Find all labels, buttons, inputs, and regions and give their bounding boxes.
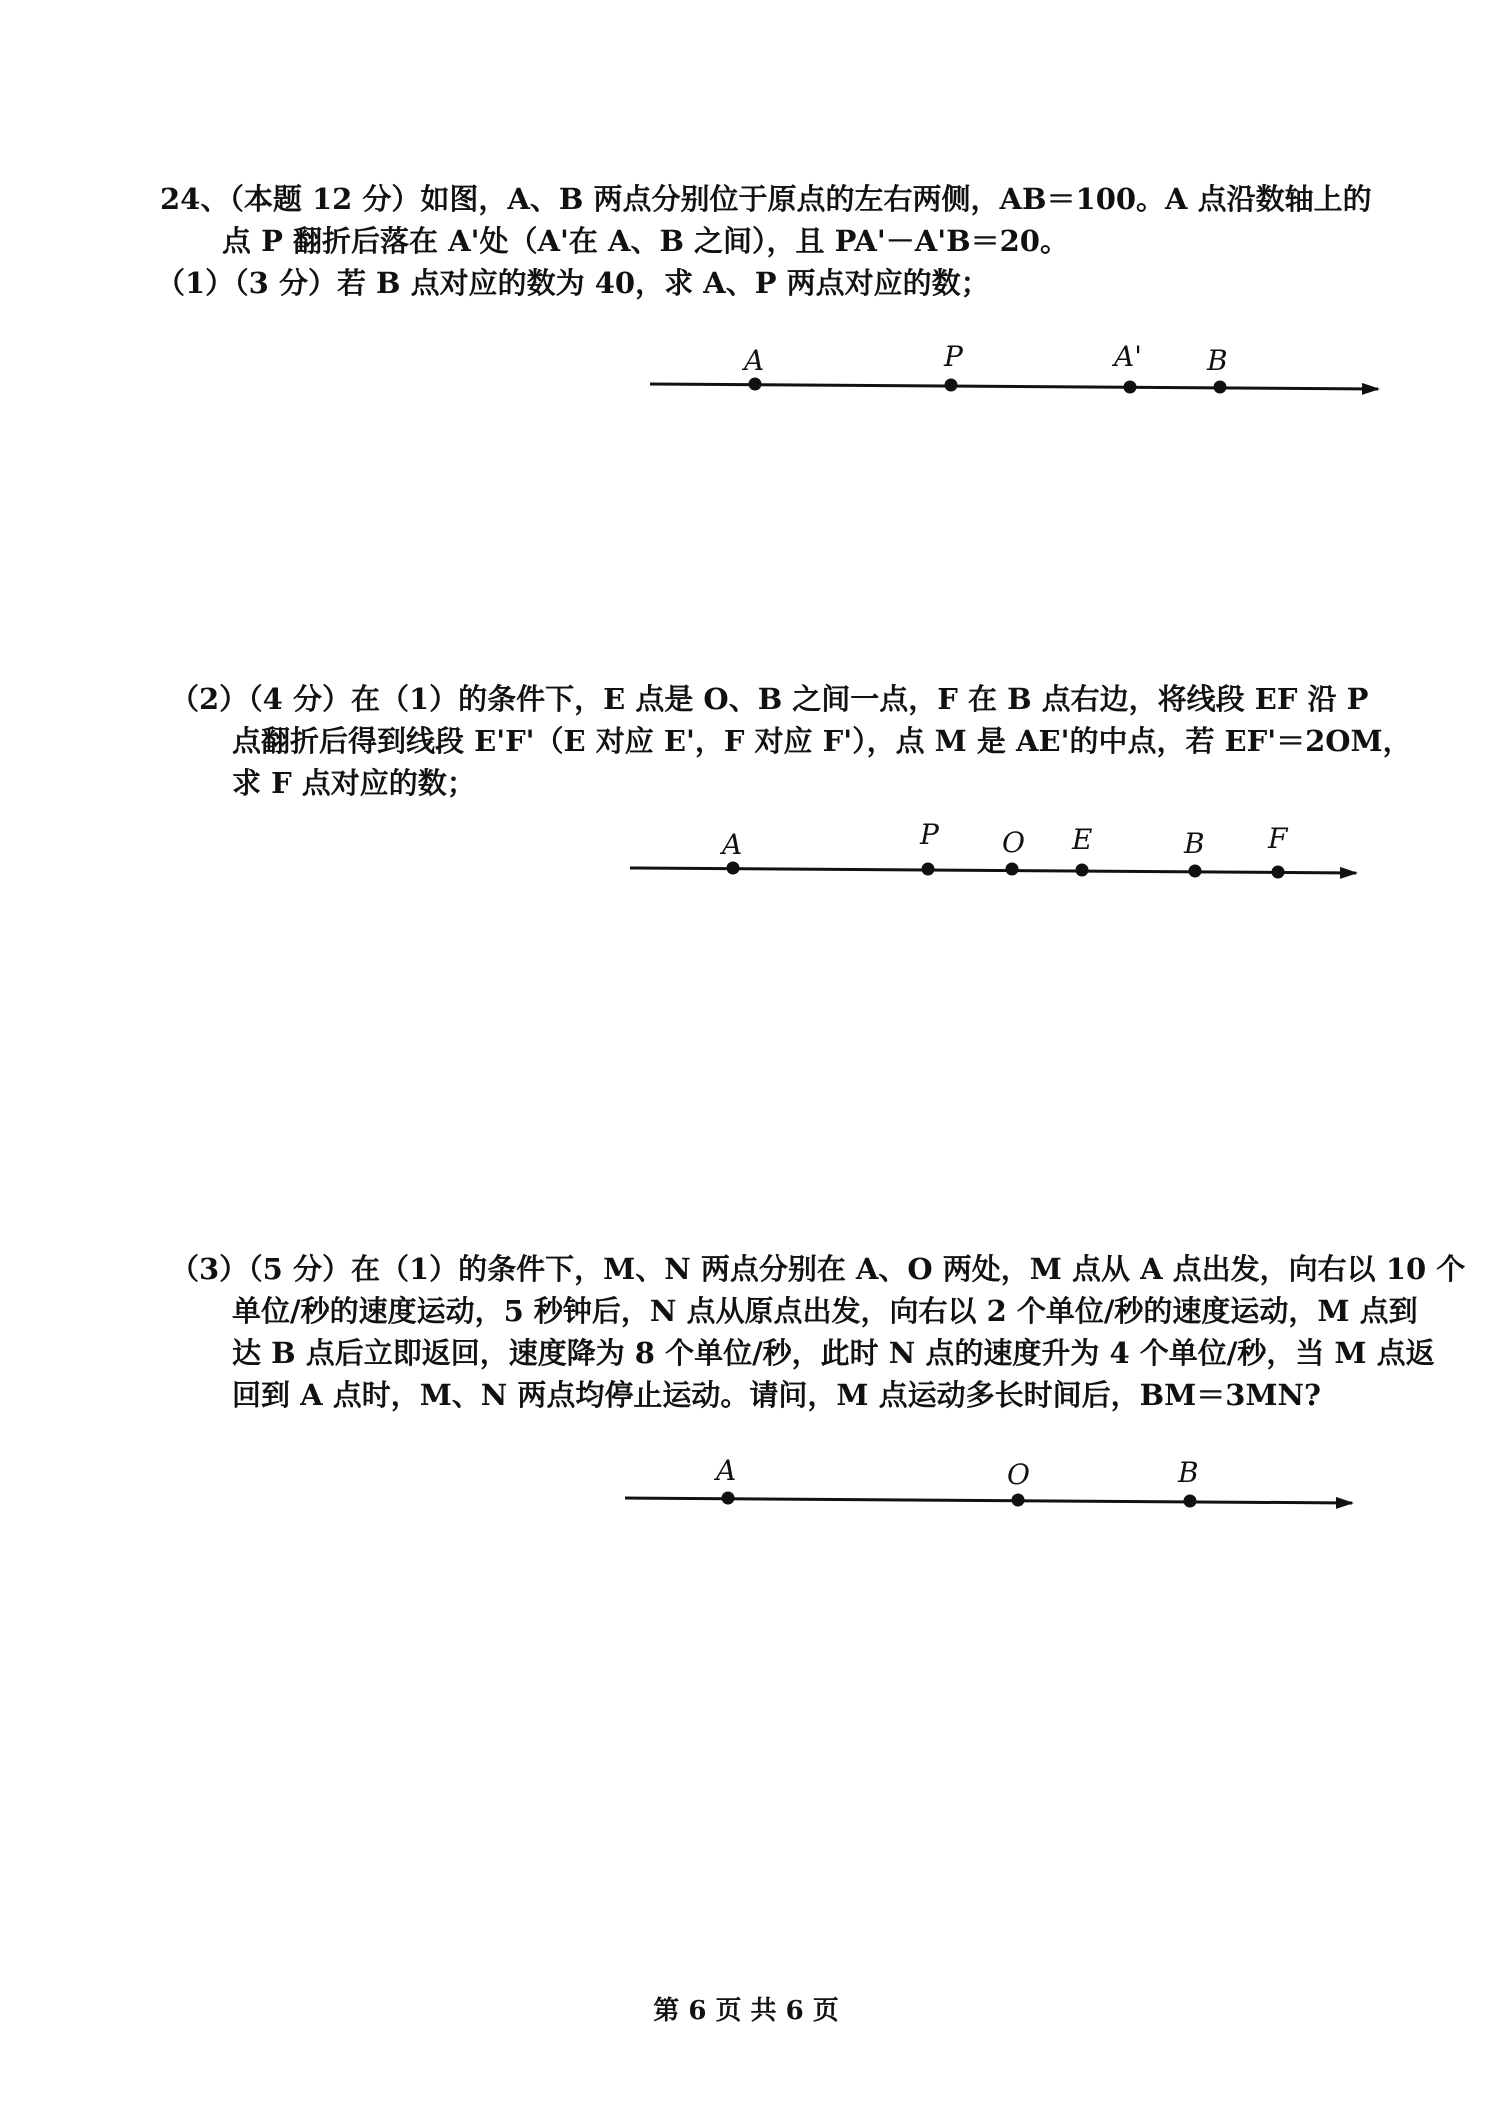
point-P-1 xyxy=(945,379,958,392)
part3-line-3: 达 B 点后立即返回，速度降为 8 个单位/秒，此时 N 点的速度升为 4 个单位/秒，当 M 点返 xyxy=(232,1336,1435,1370)
intro-line-1: 24、（本题 12 分）如图，A、B 两点分别位于原点的左右两侧，AB＝100。A 点沿数轴上的 xyxy=(160,182,1372,216)
point-B-2 xyxy=(1189,865,1202,878)
question-part2 xyxy=(170,678,1412,804)
label-P-1: P xyxy=(944,340,963,373)
point-O-3 xyxy=(1012,1494,1025,1507)
label-O-3: O xyxy=(1007,1458,1030,1491)
label-B-2: B xyxy=(1184,827,1205,860)
label-A-1: A xyxy=(744,344,765,377)
part2-line-1: （2）（4 分）在（1）的条件下，E 点是 O、B 之间一点，F 在 B 点右边，将线段 EF 沿 P xyxy=(170,682,1369,716)
part3-line-2: 单位/秒的速度运动，5 秒钟后，N 点从原点出发，向右以 2 个单位/秒的速度运动，M 点到 xyxy=(232,1294,1418,1328)
point-F-2 xyxy=(1272,866,1285,879)
label-P-2: P xyxy=(920,818,939,851)
label-E-2: E xyxy=(1072,823,1093,856)
question-part3 xyxy=(170,1248,1466,1416)
label-O-2: O xyxy=(1002,826,1025,859)
number-line-3 xyxy=(625,1454,1352,1508)
point-A-3 xyxy=(722,1492,735,1505)
point-A-1 xyxy=(749,378,762,391)
number-line-1 xyxy=(650,340,1378,394)
point-A-2 xyxy=(727,862,740,875)
part3-line-4: 回到 A 点时，M、N 两点均停止运动。请问，M 点运动多长时间后，BM＝3MN? xyxy=(232,1378,1321,1412)
label-A-3: A xyxy=(716,1454,737,1487)
number-line-2 xyxy=(630,818,1356,879)
part1-line-1: （1）（3 分）若 B 点对应的数为 40，求 A、P 两点对应的数； xyxy=(156,266,990,300)
point-B-1 xyxy=(1214,381,1227,394)
label-B-1: B xyxy=(1207,344,1228,377)
point-A-prime-1 xyxy=(1124,381,1137,394)
label-A-2: A xyxy=(722,828,743,861)
page-footer: 第 6 页 共 6 页 xyxy=(653,1996,839,2026)
intro-line-2: 点 P 翻折后落在 A'处（A'在 A、B 之间），且 PA'－A'B＝20。 xyxy=(222,224,1069,258)
point-B-3 xyxy=(1184,1495,1197,1508)
point-O-2 xyxy=(1006,863,1019,876)
point-P-2 xyxy=(922,863,935,876)
label-A-prime-1: A' xyxy=(1114,340,1142,373)
part2-line-2: 点翻折后得到线段 E'F'（E 对应 E'，F 对应 F'），点 M 是 AE'的中点，若 EF'＝2OM， xyxy=(232,724,1412,758)
point-E-2 xyxy=(1076,864,1089,877)
part3-line-1: （3）（5 分）在（1）的条件下，M、N 两点分别在 A、O 两处，M 点从 A 点出发，向右以 10 个 xyxy=(170,1252,1466,1286)
label-F-2: F xyxy=(1268,822,1288,855)
label-B-3: B xyxy=(1178,1456,1199,1489)
part2-line-3: 求 F 点对应的数； xyxy=(232,766,476,800)
